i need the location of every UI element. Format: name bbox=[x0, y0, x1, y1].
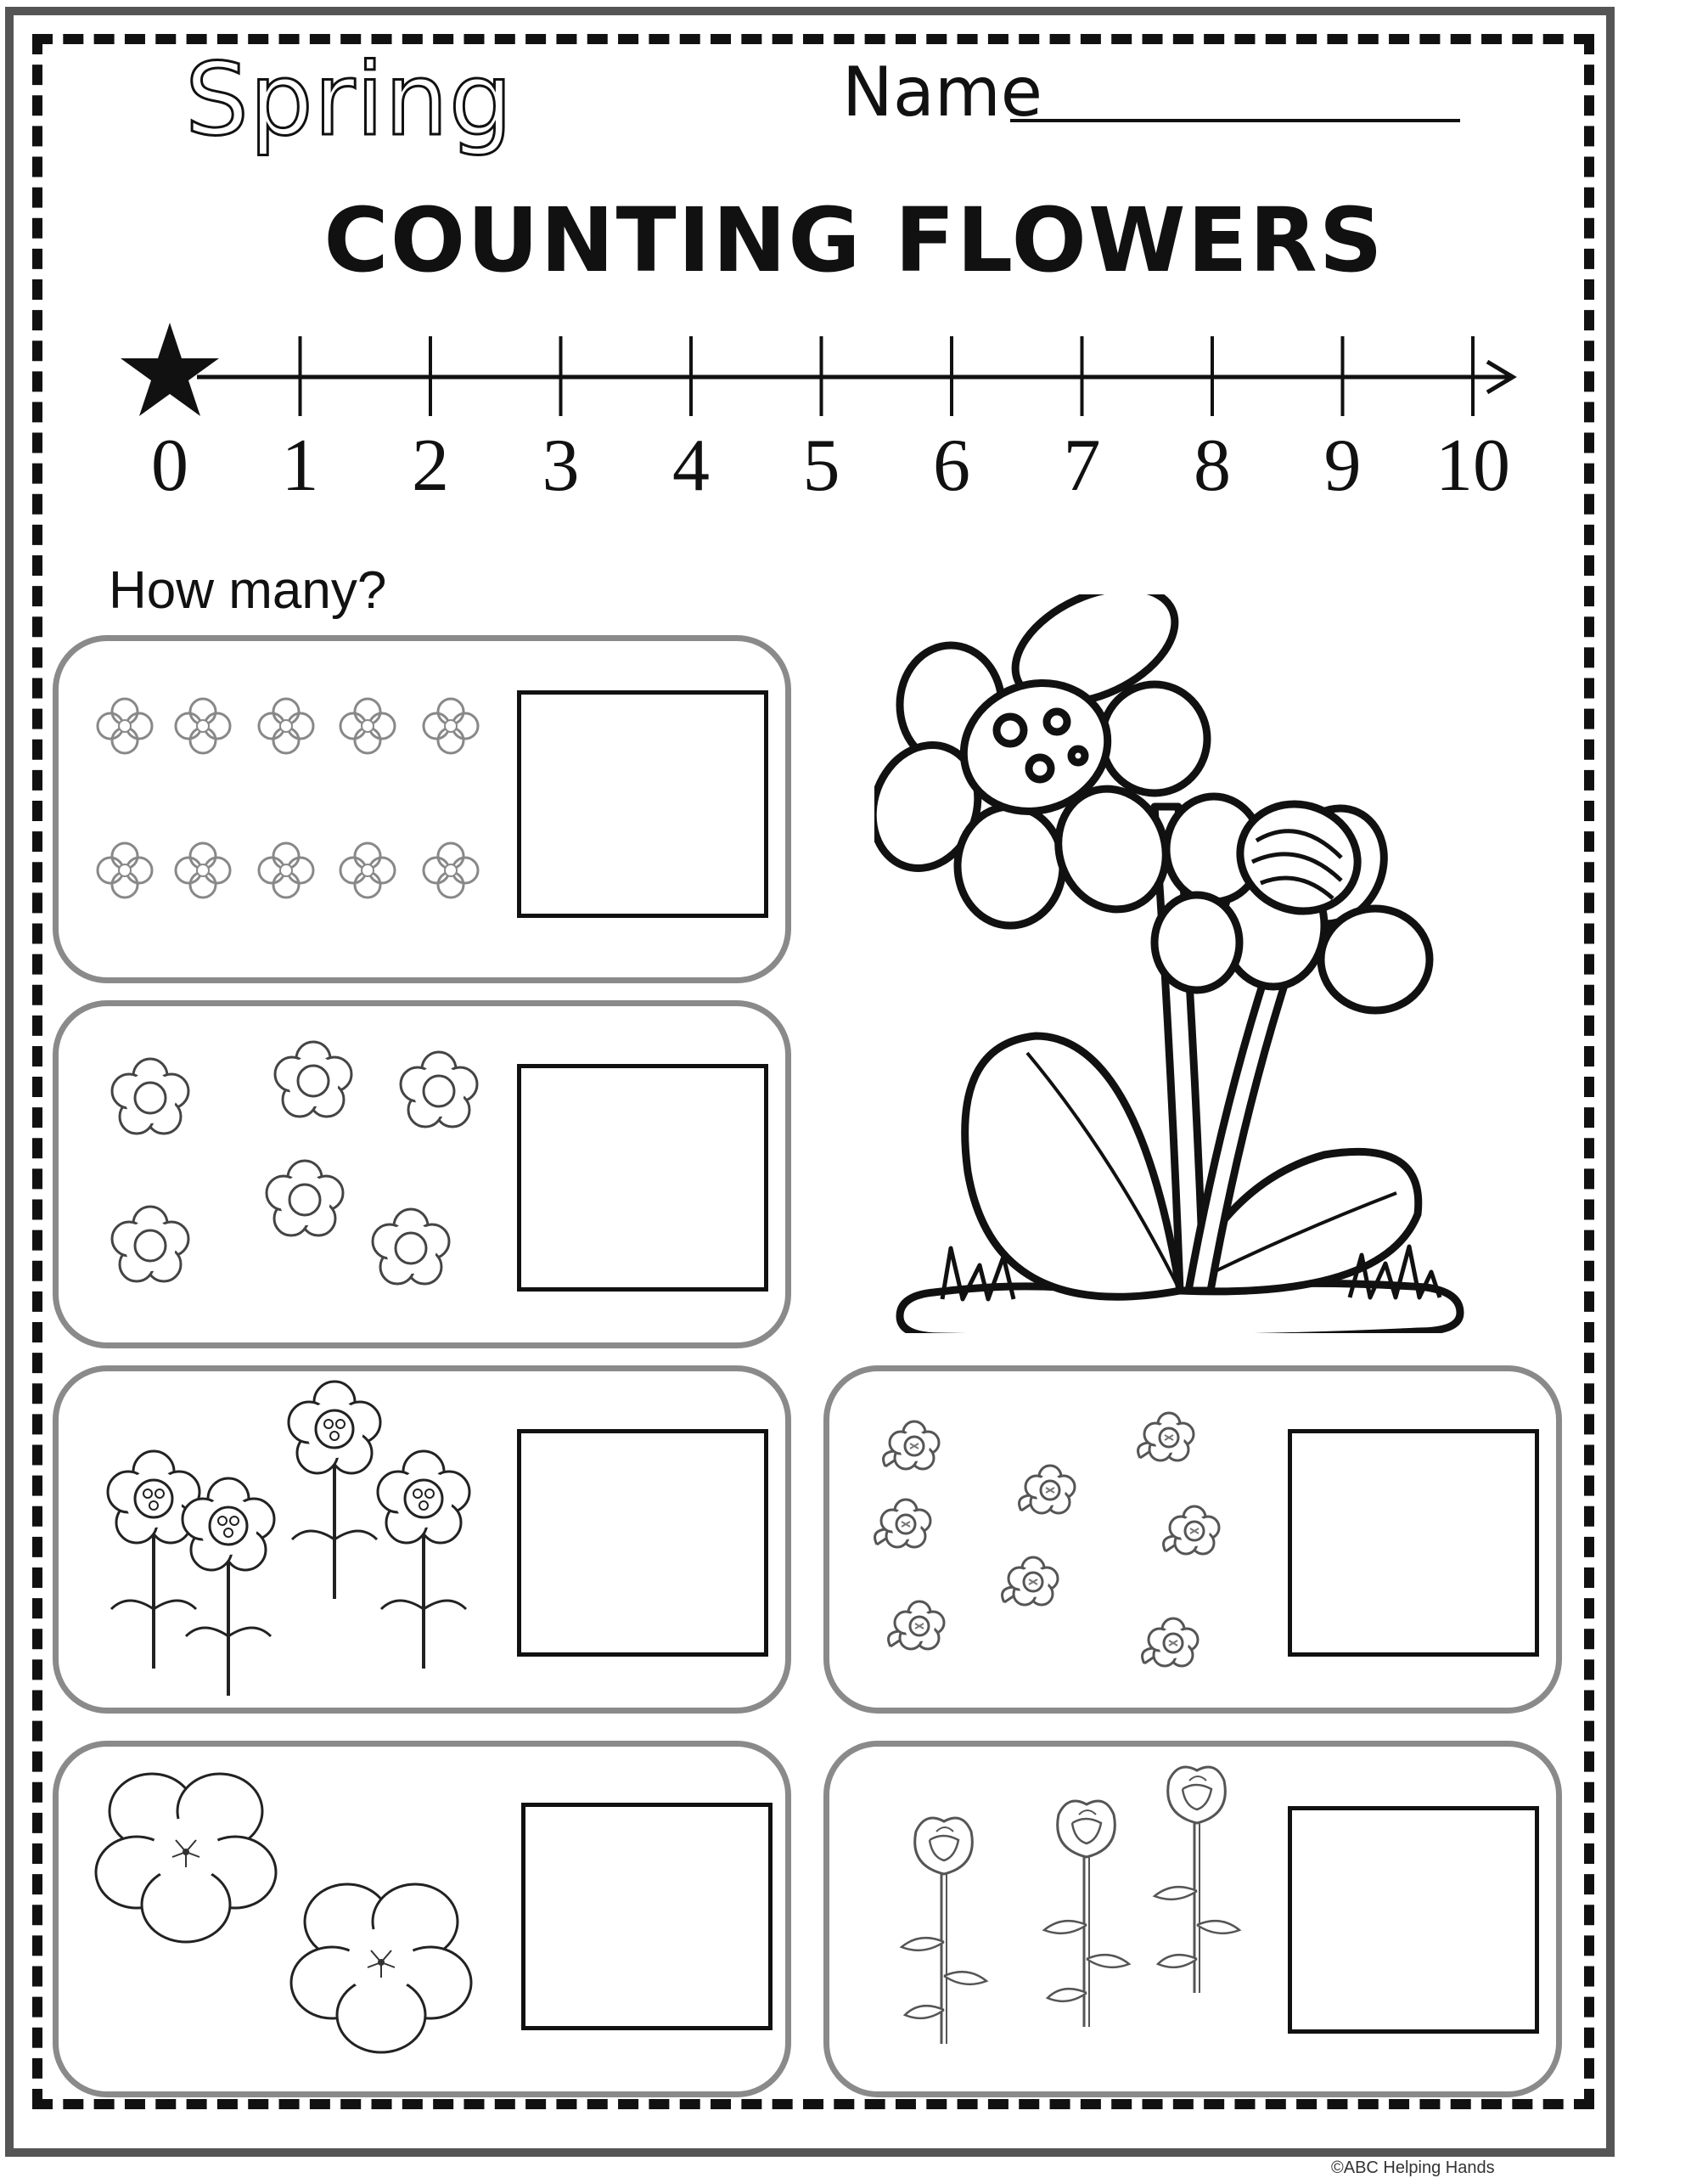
round-flower-icon bbox=[267, 1161, 343, 1235]
five-petal-flower-icon bbox=[96, 1774, 276, 1942]
round-flower-icon bbox=[401, 1052, 477, 1127]
small-flower-icon bbox=[889, 1601, 944, 1649]
name-label: Name bbox=[842, 53, 1043, 132]
round-flower-icon bbox=[373, 1209, 449, 1284]
clover-flower-icon bbox=[340, 699, 395, 753]
number-line bbox=[0, 306, 1708, 425]
answer-box[interactable] bbox=[517, 1064, 768, 1292]
worksheet-title: COUNTING FLOWERS bbox=[323, 189, 1385, 292]
round-flower-icon bbox=[275, 1042, 351, 1117]
star-icon bbox=[121, 323, 219, 416]
exercise-card-five-petal bbox=[53, 1741, 791, 2097]
exercise-card-round bbox=[53, 1000, 791, 1348]
flower-coloring-illustration bbox=[874, 594, 1520, 1333]
question-prompt: How many? bbox=[109, 561, 387, 620]
number-line-label: 0 bbox=[151, 425, 188, 507]
number-line-label: 9 bbox=[1323, 425, 1362, 507]
exercise-card-rose bbox=[823, 1741, 1562, 2097]
answer-box[interactable] bbox=[1288, 1429, 1539, 1657]
small-flower-icon bbox=[1143, 1618, 1198, 1666]
exercise-card-small bbox=[823, 1365, 1562, 1714]
answer-box[interactable] bbox=[1288, 1806, 1539, 2034]
exercise-card-clover bbox=[53, 635, 791, 983]
number-line-label: 5 bbox=[802, 425, 840, 507]
number-line-label: 6 bbox=[933, 425, 970, 507]
number-line-label: 10 bbox=[1436, 425, 1510, 507]
small-flower-icon bbox=[1138, 1413, 1194, 1460]
round-flower-icon bbox=[112, 1059, 188, 1134]
number-line-label: 8 bbox=[1194, 425, 1231, 507]
number-line-label: 1 bbox=[281, 425, 319, 507]
season-heading: Spring bbox=[185, 41, 514, 158]
clover-flower-icon bbox=[98, 699, 152, 753]
five-petal-flower-icon bbox=[291, 1884, 471, 2052]
answer-box[interactable] bbox=[521, 1803, 773, 2030]
small-flower-icon bbox=[1164, 1506, 1219, 1554]
small-flower-icon bbox=[1003, 1557, 1058, 1605]
clover-flower-icon bbox=[176, 843, 230, 898]
copyright-footer: ©ABC Helping Hands bbox=[1331, 2158, 1495, 2177]
clover-flower-icon bbox=[259, 843, 313, 898]
name-input-line[interactable] bbox=[1010, 119, 1460, 122]
number-line-label: 3 bbox=[542, 425, 580, 507]
answer-box[interactable] bbox=[517, 690, 768, 918]
round-flower-icon bbox=[112, 1207, 188, 1281]
clover-flower-icon bbox=[340, 843, 395, 898]
stemmed-flower-icon bbox=[289, 1382, 380, 1599]
small-flower-icon bbox=[884, 1421, 939, 1469]
stemmed-flower-icon bbox=[183, 1478, 274, 1696]
stemmed-flower-icon bbox=[378, 1451, 469, 1669]
number-line-label: 4 bbox=[672, 425, 710, 507]
number-line-label: 2 bbox=[412, 425, 449, 507]
clover-flower-icon bbox=[259, 699, 313, 753]
clover-flower-icon bbox=[424, 843, 478, 898]
clover-flower-icon bbox=[98, 843, 152, 898]
clover-flower-icon bbox=[424, 699, 478, 753]
exercise-card-stemmed bbox=[53, 1365, 791, 1714]
answer-box[interactable] bbox=[517, 1429, 768, 1657]
rose-icon bbox=[1155, 1767, 1239, 1993]
small-flower-icon bbox=[1020, 1466, 1075, 1513]
rose-icon bbox=[1044, 1801, 1129, 2027]
clover-flower-icon bbox=[176, 699, 230, 753]
small-flower-icon bbox=[875, 1500, 930, 1547]
rose-icon bbox=[902, 1818, 986, 2044]
number-line-label: 7 bbox=[1063, 425, 1101, 507]
